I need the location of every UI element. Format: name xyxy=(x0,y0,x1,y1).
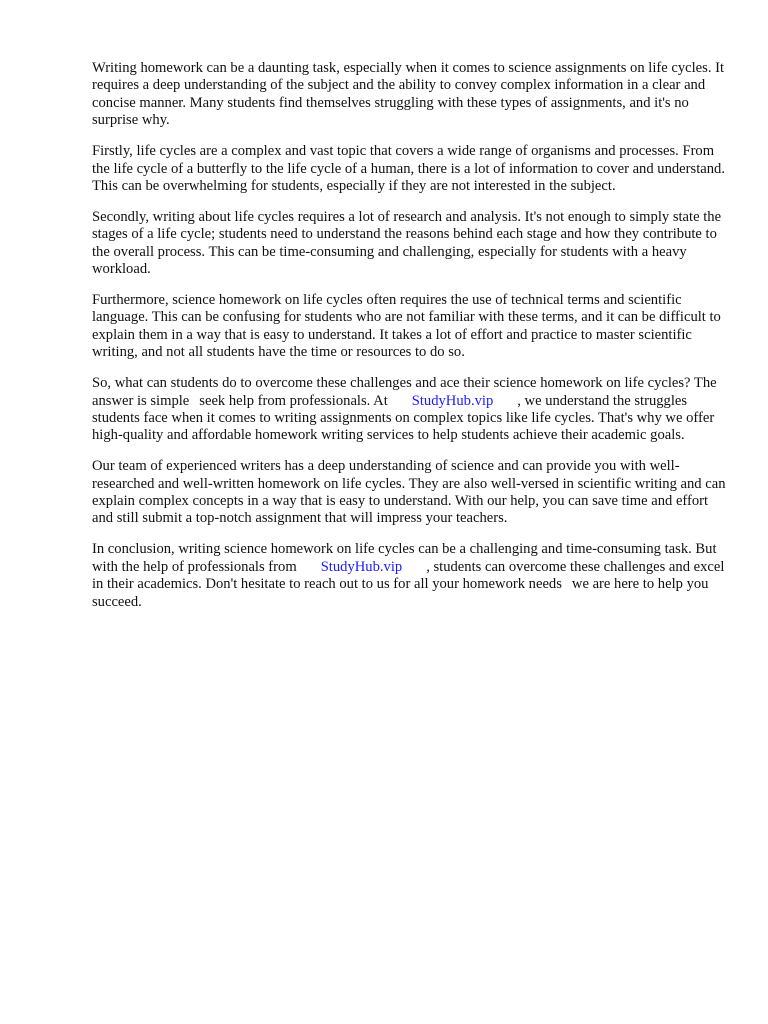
paragraph-conclusion xyxy=(92,541,726,611)
studyhub-link[interactable]: StudyHub.vip xyxy=(411,392,494,409)
studyhub-link[interactable]: StudyHub.vip xyxy=(320,558,403,575)
paragraph-solution-text-1: So, what can students do to overcome these challenges and ace their science homework on life cycles? The answer is simple xyxy=(92,375,717,409)
paragraph-solution-text-3: , we understand the struggles students face when it comes to writing assignments on complex topics like life cycles. That's why we offer high-quality and affordable homework writing services to help students achieve their academic goals. xyxy=(92,392,715,444)
document-body xyxy=(92,60,726,624)
paragraph-conclusion-text-1: In conclusion, writing science homework on life cycles can be a challenging and time-consuming task. But with the help of professionals from xyxy=(92,541,717,575)
paragraph-team: Our team of experienced writers has a deep understanding of science and can provide you with well-researched and well-written homework on life cycles. They are also well-versed in scientific writing and can explain complex concepts in a way that is easy to understand. With our help, you can save time and effort and still submit a top-notch assignment that will impress your teachers. xyxy=(92,458,726,527)
paragraph-conclusion-text-3: we are here to help you succeed. xyxy=(92,576,709,610)
paragraph-solution xyxy=(92,375,726,445)
paragraph-intro: Writing homework can be a daunting task, especially when it comes to science assignments on life cycles. It requires a deep understanding of the subject and the ability to convey complex information in a clear and concise manner. Many students find themselves struggling with these types of assignments, and it's no surprise why. xyxy=(92,60,725,129)
paragraph-solution-text-2: seek help from professionals. At xyxy=(199,392,388,409)
paragraph-furthermore: Furthermore, science homework on life cycles often requires the use of technical terms and scientific language. This can be confusing for students who are not familiar with these terms, and it can be difficult to explain them in a way that is easy to understand. It takes a lot of effort and practice to master scientific writing, and not all students have the time or resources to do so. xyxy=(92,291,721,361)
paragraph-conclusion-text-2: , students can overcome these challenges and excel in their academics. Don't hesitate to reach out to us for all your homework needs xyxy=(92,558,725,593)
paragraph-firstly: Firstly, life cycles are a complex and vast topic that covers a wide range of organisms and processes. From the life cycle of a butterfly to the life cycle of a human, there is a lot of information to cover and understand. This can be overwhelming for students, especially if they are not interested in the subject. xyxy=(92,143,725,194)
paragraph-secondly: Secondly, writing about life cycles requires a lot of research and analysis. It's not enough to simply state the stages of a life cycle; students need to understand the reasons behind each stage and how they contribute to the overall process. This can be time-consuming and challenging, especially for students with a heavy workload. xyxy=(92,208,722,278)
